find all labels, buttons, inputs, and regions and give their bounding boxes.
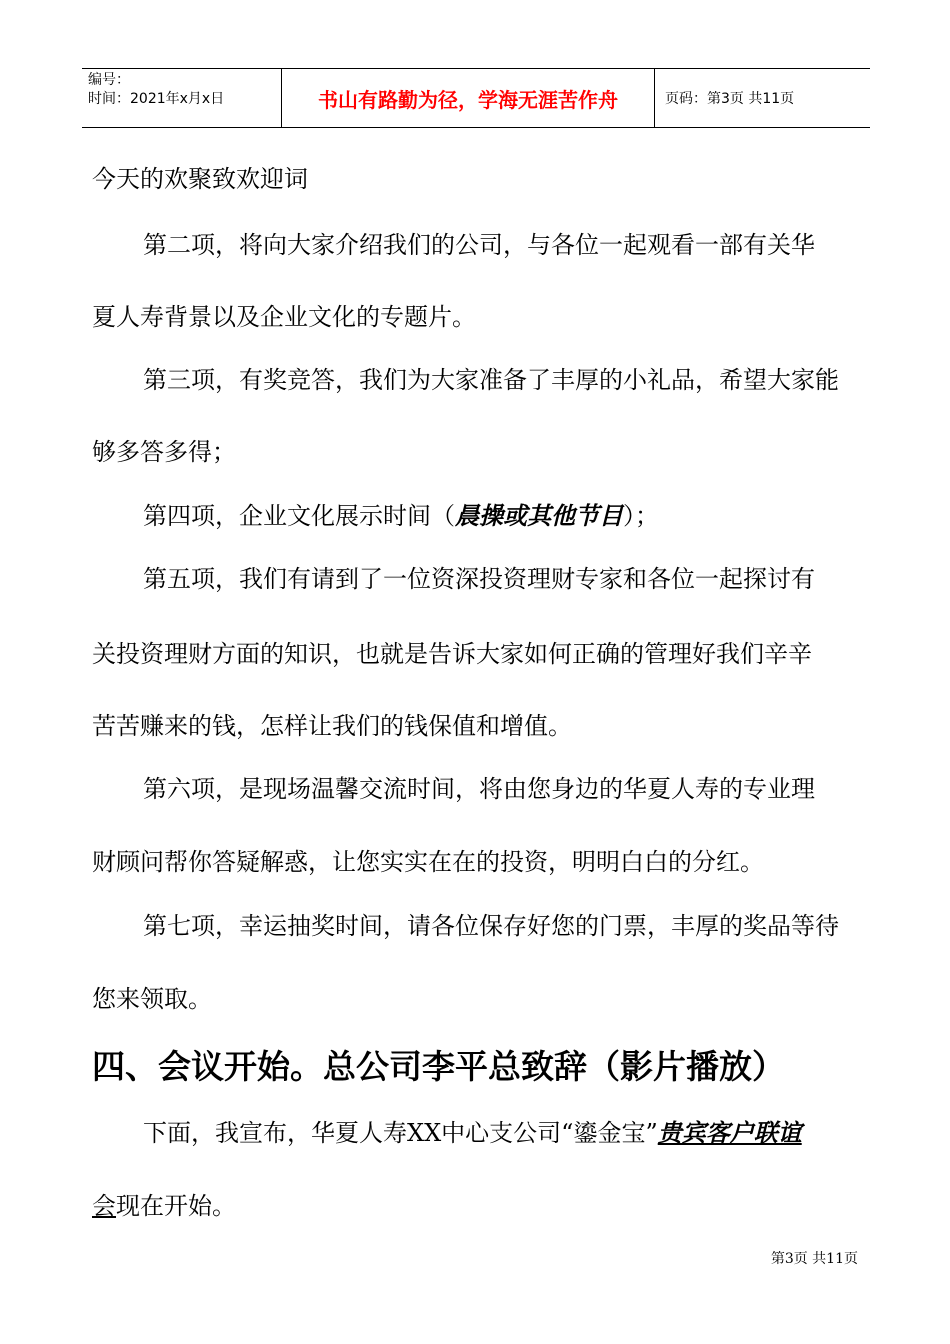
document-number-label: 编号： [88, 72, 130, 88]
body-line-15 [92, 1190, 870, 1222]
announcement-text: 下面，我宣布，华夏人寿XX中心支公司“鎏金宝” [143, 1119, 658, 1147]
body-line-1: 今天的欢聚致欢迎词 [92, 165, 308, 193]
body-line-6 [143, 500, 870, 532]
body-line-13: 您来领取。 [92, 985, 212, 1013]
document-time-label: 时间：2021年x月x日 [88, 91, 225, 107]
body-line-7: 第五项，我们有请到了一位资深投资理财专家和各位一起探讨有 [143, 565, 815, 593]
page-footer: 第3页 共11页 [770, 1251, 858, 1267]
body-line-2: 第二项，将向大家介绍我们的公司，与各位一起观看一部有关华 [143, 231, 815, 259]
body-line-5: 够多答多得； [92, 438, 236, 466]
header-motto: 书山有路勤为径，学海无涯苦作舟 [282, 69, 655, 127]
body-line-11: 财顾问帮你答疑解惑，让您实实在在的投资，明明白白的分红。 [92, 848, 764, 876]
body-line-10: 第六项，是现场温馨交流时间，将由您身边的华夏人寿的专业理 [143, 775, 815, 803]
body-line-8: 关投资理财方面的知识，也就是告诉大家如何正确的管理好我们辛辛 [92, 640, 812, 668]
item4-end: ）； [623, 502, 659, 530]
page-header [82, 68, 870, 128]
item4-emphasis: 晨操或其他节目 [455, 501, 623, 530]
item4-text: 第四项，企业文化展示时间（ [143, 502, 455, 530]
body-line-14 [143, 1117, 870, 1149]
body-line-9: 苦苦赚来的钱，怎样让我们的钱保值和增值。 [92, 712, 572, 740]
body-line-12: 第七项，幸运抽奖时间，请各位保存好您的门票，丰厚的奖品等待 [143, 912, 839, 940]
event-name-emphasis: 贵宾客户联谊 [657, 1118, 802, 1147]
header-meta [82, 69, 282, 127]
section-heading: 四、会议开始。总公司李平总致辞（影片播放） [92, 1047, 785, 1086]
body-line-3: 夏人寿背景以及企业文化的专题片。 [92, 303, 476, 331]
header-page-number: 页码：第3页 共11页 [665, 91, 795, 107]
announcement-end: 现在开始。 [116, 1192, 236, 1220]
event-name-end: 会 [92, 1192, 116, 1220]
body-line-4: 第三项，有奖竞答，我们为大家准备了丰厚的小礼品，希望大家能 [143, 366, 839, 394]
